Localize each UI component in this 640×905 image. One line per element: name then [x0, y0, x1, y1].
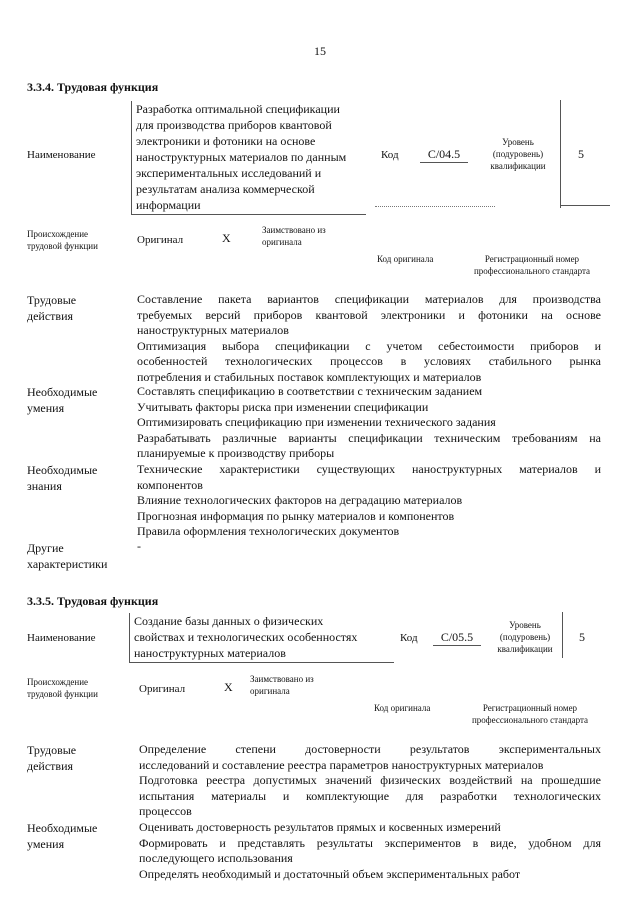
section-heading-334: 3.3.4. Трудовая функция — [27, 80, 159, 94]
list-item: Влияние технологических факторов на деградацию материалов — [137, 493, 463, 507]
function-name-line: информации — [136, 198, 201, 212]
original-label-335: Оригинал — [139, 683, 186, 695]
function-name-line: для производства приборов квантовой — [136, 118, 332, 132]
borrowed-label-334: Заимствовано из оригинала — [262, 225, 326, 247]
x-mark-334: X — [222, 231, 231, 245]
actions-list-334 — [137, 292, 601, 385]
original-label-334: Оригинал — [137, 234, 184, 246]
origin-label-335: Происхождение трудовой функции — [27, 677, 98, 699]
function-name-line: наноструктурных материалов по данным — [136, 150, 347, 164]
list-item: Прогнозная информация по рынку материалов и компонентов — [137, 508, 455, 523]
code-original-label-334: Код оригинала — [377, 254, 434, 264]
level-label-334: Уровень (подуровень) квалификации — [490, 137, 546, 171]
list-item: Учитывать факторы риска при изменении спецификации — [137, 399, 429, 414]
level-bracket-334 — [560, 100, 565, 208]
other-label-334: Другие характеристики — [27, 541, 108, 571]
code-label-335: Код — [400, 632, 418, 644]
actions-label-335: Трудовые действия — [27, 743, 77, 773]
list-item: Оценивать достоверность результатов прямых и косвенных измерений — [139, 820, 501, 834]
level-label-335: Уровень (подуровень) квалификации — [497, 620, 553, 654]
list-item: Составлять спецификацию в соответствии с техническим заданием — [137, 384, 483, 398]
function-name-box-334 — [131, 101, 366, 215]
actions-label-334: Трудовые действия — [27, 293, 77, 323]
list-item: Формировать и представлять результаты экспериментов в виде, удобном для последующего использования — [139, 835, 601, 865]
skills-list-334 — [137, 384, 601, 462]
origin-label-334: Происхождение трудовой функции — [27, 229, 98, 251]
skills-label-334: Необходимые умения — [27, 385, 98, 415]
level-bracket-335 — [562, 612, 567, 658]
list-item: Подготовка реестра допустимых значений физических воздействий на прошедшие испытания материалы и комплектующие для разработки технологических процессов — [139, 773, 601, 818]
function-name-line: наноструктурных материалов — [134, 646, 286, 660]
list-item: Правила оформления технологических документов — [137, 524, 400, 538]
divider — [375, 206, 495, 207]
function-name-line: Создание базы данных о физических — [134, 614, 324, 628]
skills-label-335: Необходимые умения — [27, 821, 98, 851]
divider — [560, 205, 610, 206]
function-name-line: результатам анализа коммерческой — [136, 182, 315, 196]
name-label-335: Наименование — [27, 632, 96, 644]
function-name-line: электроники и фотоники на основе — [136, 134, 316, 148]
list-item: Оптимизировать спецификацию при изменении технического задания — [137, 415, 496, 429]
level-value-334: 5 — [578, 147, 584, 161]
function-name-box-335 — [129, 613, 394, 663]
list-item: Определение степени достоверности результатов экспериментальных исследований и составление реестра параметров наноструктурных материалов — [139, 742, 601, 772]
skills-list-335 — [139, 820, 601, 882]
other-value-334: - — [137, 539, 141, 553]
section-heading-335: 3.3.5. Трудовая функция — [27, 594, 159, 608]
function-name-line: свойствах и технологических особенностях — [134, 630, 358, 644]
function-name-line: Разработка оптимальной спецификации — [136, 102, 340, 116]
list-item: Составление пакета вариантов спецификации материалов для производства требуемых версий приборов квантовой электроники и фотоники на основе наноструктурных материалов — [137, 292, 601, 337]
knowledge-label-334: Необходимые знания — [27, 463, 98, 493]
x-mark-335: X — [224, 680, 233, 694]
code-original-label-335: Код оригинала — [374, 703, 431, 713]
list-item: Оптимизация выбора спецификации с учетом себестоимости приборов и особенностей технологических процессов в условиях стабильного рынка потребления и стабильных поставок комплектующих и материалов — [137, 338, 601, 384]
page-number: 15 — [314, 44, 326, 58]
borrowed-label-335: Заимствовано из оригинала — [250, 674, 314, 696]
list-item: Разрабатывать различные варианты спецификации техническим требованиям на планируемые к производству приборы — [137, 430, 601, 460]
level-value-335: 5 — [579, 630, 585, 644]
reg-number-label-335: Регистрационный номер профессионального стандарта — [471, 703, 589, 725]
code-label-334: Код — [381, 149, 399, 161]
list-item: Технические характеристики существующих наноструктурных материалов и компонентов — [137, 462, 601, 492]
function-name-line: экспериментальных исследований и — [136, 166, 322, 180]
list-item: Определять необходимый и достаточный объем экспериментальных работ — [139, 866, 521, 881]
knowledge-list-334 — [137, 462, 601, 540]
actions-list-335 — [139, 742, 601, 820]
name-label-334: Наименование — [27, 149, 96, 161]
reg-number-label-334: Регистрационный номер профессионального стандарта — [473, 254, 591, 276]
code-value-334: C/04.5 — [420, 146, 468, 163]
code-value-335: C/05.5 — [433, 629, 481, 646]
